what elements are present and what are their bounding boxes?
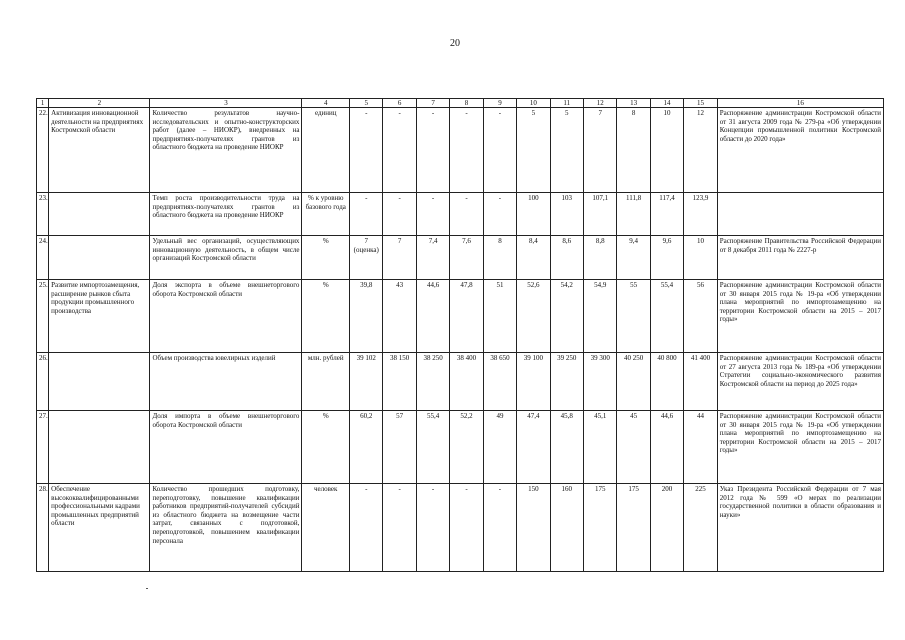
value-cell: 38 650 <box>483 353 516 411</box>
value-cell: 41 400 <box>684 353 717 411</box>
header-cell: 3 <box>150 99 302 108</box>
value-cell: 45 <box>617 411 650 484</box>
row-number: 22. <box>37 108 49 193</box>
value-cell: 38 150 <box>383 353 416 411</box>
value-cell: - <box>450 108 483 193</box>
value-cell: 54,2 <box>550 280 583 353</box>
value-cell: - <box>483 108 516 193</box>
value-cell: - <box>483 193 516 236</box>
row-number: 25. <box>37 280 49 353</box>
value-cell: 39,8 <box>350 280 383 353</box>
value-cell: 8,8 <box>584 236 617 280</box>
value-cell: 103 <box>550 193 583 236</box>
header-cell: 10 <box>517 99 550 108</box>
goal-cell <box>49 411 150 484</box>
value-cell: - <box>383 108 416 193</box>
header-cell: 16 <box>717 99 883 108</box>
value-cell: 38 250 <box>416 353 449 411</box>
value-cell: 47,4 <box>517 411 550 484</box>
indicator-cell: Объем производства ювелирных изделий <box>150 353 302 411</box>
value-cell: 7 (оценка) <box>350 236 383 280</box>
goal-cell: Обеспечение высококвалифицированными профессиональными кадрами промышленных предприятий области <box>49 484 150 572</box>
indicators-table <box>36 98 884 572</box>
value-cell: 56 <box>684 280 717 353</box>
value-cell: 43 <box>383 280 416 353</box>
table-row <box>37 411 884 484</box>
value-cell: 44 <box>684 411 717 484</box>
goal-cell <box>49 236 150 280</box>
table-row <box>37 484 884 572</box>
value-cell: - <box>350 193 383 236</box>
value-cell: - <box>383 484 416 572</box>
indicator-cell: Темп роста производительности труда на предприятиях-получателях грантов из областного бюджета на проведение НИОКР <box>150 193 302 236</box>
row-number: 28. <box>37 484 49 572</box>
header-cell: 11 <box>550 99 583 108</box>
header-cell: 15 <box>684 99 717 108</box>
value-cell: 39 300 <box>584 353 617 411</box>
value-cell: 40 250 <box>617 353 650 411</box>
value-cell: 45,8 <box>550 411 583 484</box>
document-cell: Распоряжение администрации Костромской области от 27 августа 2013 года № 189-ра «Об утверждении Стратегии социально-экономического развития Костромской области на период до 2025 года» <box>717 353 883 411</box>
value-cell: - <box>450 484 483 572</box>
indicator-cell: Удельный вес организаций, осуществляющих инновационную деятельность, в общем числе организаций Костромской области <box>150 236 302 280</box>
value-cell: 52,6 <box>517 280 550 353</box>
value-cell: 40 800 <box>650 353 683 411</box>
value-cell: 12 <box>684 108 717 193</box>
value-cell: - <box>483 484 516 572</box>
row-number: 23. <box>37 193 49 236</box>
value-cell: 8,6 <box>550 236 583 280</box>
header-cell: 4 <box>302 99 350 108</box>
value-cell: 7,6 <box>450 236 483 280</box>
value-cell: 9,6 <box>650 236 683 280</box>
table-row <box>37 193 884 236</box>
value-cell: 39 102 <box>350 353 383 411</box>
value-cell: 111,8 <box>617 193 650 236</box>
value-cell: 107,1 <box>584 193 617 236</box>
table-row <box>37 108 884 193</box>
value-cell: 200 <box>650 484 683 572</box>
table-row <box>37 236 884 280</box>
goal-cell: Активизация инновационной деятельности на предприятиях Костромской области <box>49 108 150 193</box>
header-cell: 8 <box>450 99 483 108</box>
value-cell: 44,6 <box>650 411 683 484</box>
unit-cell: человек <box>302 484 350 572</box>
value-cell: - <box>350 108 383 193</box>
value-cell: 44,6 <box>416 280 449 353</box>
goal-cell: Развитие импортозамещения, расширение рынков сбыта продукции промышленного производства <box>49 280 150 353</box>
header-cell: 6 <box>383 99 416 108</box>
value-cell: 55,4 <box>650 280 683 353</box>
scan-speck <box>146 588 148 589</box>
value-cell: 51 <box>483 280 516 353</box>
value-cell: 8 <box>483 236 516 280</box>
unit-cell: % к уровню базового года <box>302 193 350 236</box>
table-row <box>37 353 884 411</box>
unit-cell: млн. рублей <box>302 353 350 411</box>
goal-cell <box>49 353 150 411</box>
unit-cell: % <box>302 280 350 353</box>
value-cell: 225 <box>684 484 717 572</box>
value-cell: 10 <box>684 236 717 280</box>
value-cell: 57 <box>383 411 416 484</box>
header-cell: 12 <box>584 99 617 108</box>
indicator-cell: Доля экспорта в объеме внешнеторгового оборота Костромской области <box>150 280 302 353</box>
unit-cell: % <box>302 411 350 484</box>
value-cell: 7 <box>383 236 416 280</box>
value-cell: 175 <box>617 484 650 572</box>
value-cell: 39 250 <box>550 353 583 411</box>
value-cell: 123,9 <box>684 193 717 236</box>
value-cell: 52,2 <box>450 411 483 484</box>
row-number: 26. <box>37 353 49 411</box>
document-cell: Распоряжение Правительства Российской Федерации от 8 декабря 2011 года № 2227-р <box>717 236 883 280</box>
value-cell: - <box>416 108 449 193</box>
document-cell: Распоряжение администрации Костромской области от 30 января 2015 года № 19-ра «Об утверждении плана мероприятий по импортозамещению на территории Костромской области на 2015 – 2017 годы» <box>717 411 883 484</box>
value-cell: - <box>383 193 416 236</box>
page-number: 20 <box>450 38 460 49</box>
value-cell: - <box>350 484 383 572</box>
header-cell: 13 <box>617 99 650 108</box>
value-cell: - <box>416 193 449 236</box>
table-row <box>37 280 884 353</box>
value-cell: 10 <box>650 108 683 193</box>
value-cell: 8 <box>617 108 650 193</box>
goal-cell <box>49 193 150 236</box>
value-cell: 39 100 <box>517 353 550 411</box>
document-cell: Распоряжение администрации Костромской области от 30 января 2015 года № 19-ра «Об утверждении плана мероприятий по импортозамещению на территории Костромской области на 2015 – 2017 годы» <box>717 280 883 353</box>
value-cell: - <box>416 484 449 572</box>
value-cell: 175 <box>584 484 617 572</box>
document-cell <box>717 193 883 236</box>
value-cell: 9,4 <box>617 236 650 280</box>
header-cell: 2 <box>49 99 150 108</box>
header-cell: 9 <box>483 99 516 108</box>
indicator-cell: Количество прошедших подготовку, переподготовку, повышение квалификации работников предприятий-получателей субсидий из областного бюджета на возмещение части затрат, связанных с подготовкой, переподготовкой, повышением квалификации персонала <box>150 484 302 572</box>
header-cell: 1 <box>37 99 49 108</box>
value-cell: 100 <box>517 193 550 236</box>
value-cell: 55 <box>617 280 650 353</box>
unit-cell: % <box>302 236 350 280</box>
document-cell: Распоряжение администрации Костромской области от 31 августа 2009 года № 279-ра «Об утверждении Концепции промышленной политики Костромской области до 2020 года» <box>717 108 883 193</box>
indicator-cell: Количество результатов научно-исследовательских и опытно-конструкторских работ (далее – НИОКР), внедренных на предприятиях-получателях грантов из областного бюджета на проведение НИОКР <box>150 108 302 193</box>
row-number: 27. <box>37 411 49 484</box>
value-cell: 7,4 <box>416 236 449 280</box>
value-cell: 150 <box>517 484 550 572</box>
value-cell: 117,4 <box>650 193 683 236</box>
value-cell: 5 <box>550 108 583 193</box>
value-cell: 38 400 <box>450 353 483 411</box>
header-cell: 7 <box>416 99 449 108</box>
value-cell: 5 <box>517 108 550 193</box>
unit-cell: единиц <box>302 108 350 193</box>
value-cell: 60,2 <box>350 411 383 484</box>
header-cell: 5 <box>350 99 383 108</box>
document-cell: Указ Президента Российской Федерации от 7 мая 2012 года № 599 «О мерах по реализации государственной политики в области образования и науки» <box>717 484 883 572</box>
header-cell: 14 <box>650 99 683 108</box>
value-cell: 7 <box>584 108 617 193</box>
value-cell: 160 <box>550 484 583 572</box>
value-cell: 55,4 <box>416 411 449 484</box>
value-cell: - <box>450 193 483 236</box>
value-cell: 45,1 <box>584 411 617 484</box>
value-cell: 8,4 <box>517 236 550 280</box>
value-cell: 54,9 <box>584 280 617 353</box>
value-cell: 47,8 <box>450 280 483 353</box>
indicator-cell: Доля импорта в объеме внешнеторгового оборота Костромской области <box>150 411 302 484</box>
row-number: 24. <box>37 236 49 280</box>
header-row <box>37 99 884 108</box>
value-cell: 49 <box>483 411 516 484</box>
